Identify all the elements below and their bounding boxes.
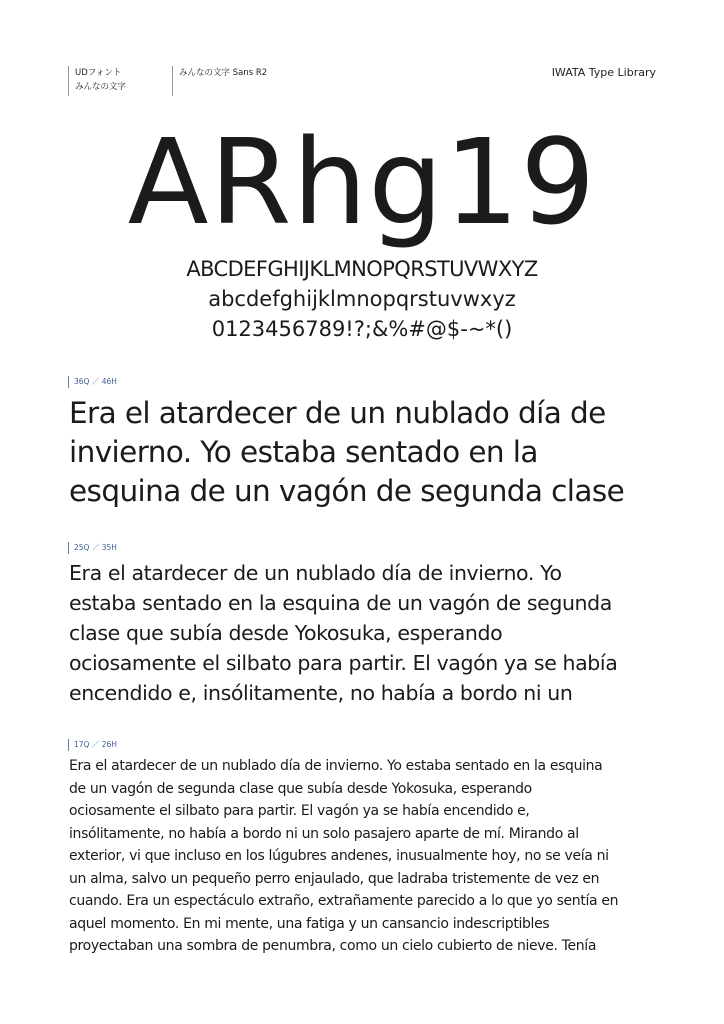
font-name-text: みんなの文字 Sans R2 bbox=[179, 68, 268, 78]
size-tag-25q: 25Q ／ 35H bbox=[68, 542, 117, 554]
text-sample-25q: Era el atardecer de un nublado día de invierno. Yo estaba sentado en la esquina de un vagón de segunda clase que subía desde Yokosuka, esperando ociosamente el silbato para partir. El vagón ya se había encendido e, insólitamente, no había a bordo ni un bbox=[69, 561, 618, 705]
size-tag-36q: 36Q ／ 46H bbox=[68, 376, 117, 388]
text-sample-17q: Era el atardecer de un nublado día de invierno. Yo estaba sentado en la esquina de un vagón de segunda clase que subía desde Yokosuka, esperando ociosamente el silbato para partir. El vagón ya se había encendido e, insólitamente, no había a bordo ni un solo pasajero aparte de mí. Mirando al exterior, vi que incluso en los lúgubres andenes, inusualmente hoy, no se veía ni un alma, salvo un pequeño perro enjaulado, que ladraba tristemente de vez en cuando. Era un espectáculo extraño, extrañamente parecido a lo que yo sentía en aquel momento. En mi mente, una fatiga y un cansancio indescriptibles proyectaban una sombra de penumbra, como un cielo cubierto de nieve. Tenía bbox=[69, 758, 619, 954]
size-tag-17q: 17Q ／ 26H bbox=[68, 739, 117, 751]
text-sample-36q: Era el atardecer de un nublado día de invierno. Yo estaba sentado en la esquina de un vagón de segunda clase bbox=[69, 396, 625, 508]
hero-specimen: ARhg19 bbox=[127, 113, 597, 251]
font-category-line-1: UDフォント bbox=[75, 68, 122, 78]
glyph-set-digits-symbols: 0123456789!?;&%#@$-~*() bbox=[211, 317, 513, 341]
glyph-set-uppercase: ABCDEFGHIJKLMNOPQRSTUVWXYZ bbox=[186, 257, 538, 281]
font-name-label bbox=[172, 66, 267, 96]
library-name: IWATA Type Library bbox=[551, 66, 656, 79]
font-category-line-2: みんなの文字 bbox=[75, 82, 127, 92]
glyph-set-lowercase: abcdefghijklmnopqrstuvwxyz bbox=[208, 287, 516, 311]
font-category-label bbox=[68, 66, 126, 96]
